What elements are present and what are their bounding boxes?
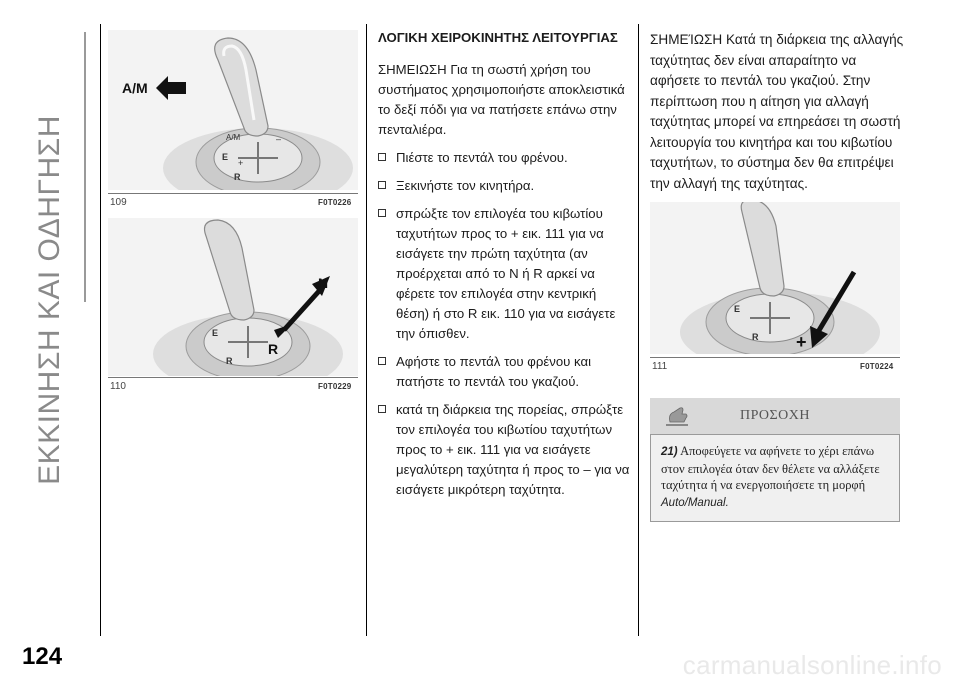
figure-109-code: F0T0226 — [318, 198, 352, 207]
right-note-paragraph: ΣΗΜΕΊΩΣΗ Κατά τη διάρκεια της αλλαγής ταχύτητας δεν είναι απαραίτητο να αφήσετε το πεντάλ του γκαζιού. Στην περίπτωση που η αίτηση για αλλαγή ταχύτητας μπορεί να επηρεάσει τη σωστή λειτουργία του κινητήρα και του κιβωτίου ταχυτήτων, το σύστημα δεν θα επιτρέψει την αλλαγή της ταχύτητας. — [650, 32, 904, 191]
page-number: 124 — [22, 643, 63, 670]
svg-text:R: R — [752, 332, 759, 342]
bullet-item: Αφήστε το πεντάλ του φρένου και πατήστε το πεντάλ του γκαζιού. — [378, 352, 630, 392]
warning-title: ΠΡΟΣΟΧΗ — [740, 408, 810, 423]
section-title-rule — [84, 32, 86, 302]
checkbox-icon — [378, 181, 386, 189]
warning-body — [650, 434, 900, 522]
gear-knob — [205, 220, 255, 320]
gear-selector-illustration-nr — [108, 218, 358, 376]
figure-110-rule — [108, 377, 358, 378]
figure-111-rule — [650, 357, 900, 358]
checkbox-icon — [378, 357, 386, 365]
figure-111-code: F0T0224 — [860, 362, 894, 371]
section-heading: ΛΟΓΙΚΗ ΧΕΙΡΟΚΙΝΗΤΗΣ ΛΕΙΤΟΥΡΓΙΑΣ — [378, 30, 618, 45]
figure-111 — [650, 202, 900, 354]
right-column — [650, 30, 904, 202]
warning-mode: Auto/Manual. — [661, 496, 729, 509]
am-label: A/M — [122, 80, 148, 96]
bullet-item: κατά τη διάρκεια της πορείας, σπρώξτε τον επιλογέα του κιβωτίου ταχυτήτων προς το + εικ. 111 για να εισάγετε μεγαλύτερη ταχύτητα ή προς το – για να εισάγετε μικρότερη ταχύτητα. — [378, 400, 630, 500]
gear-selector-illustration — [108, 30, 358, 190]
svg-text:E: E — [212, 328, 219, 338]
figure-109-rule — [108, 193, 358, 194]
gear-selector-illustration-plus — [650, 202, 900, 354]
svg-text:R: R — [226, 356, 233, 366]
watermark: carmanualsonline.info — [682, 650, 942, 680]
figure-109 — [108, 30, 358, 190]
section-title: ΕΚΚΙΝΗΣΗ ΚΑΙ ΟΔΗΓΗΣΗ — [33, 115, 66, 485]
svg-text:E: E — [734, 304, 741, 314]
gear-plate-minus: – — [276, 134, 282, 144]
bullet-item: σπρώξτε τον επιλογέα του κιβωτίου ταχυτήτων προς το + εικ. 111 για να εισάγετε την πρώτη ταχύτητα (αν προέρχεται από το N ή R αρκεί να φέρετε τον επιλογέα στην κεντρική θέση) ή στο R εικ. 110 για να εισάγετε την όπισθεν. — [378, 204, 630, 344]
column-divider-right — [638, 24, 639, 636]
plus-label: + — [796, 332, 807, 352]
figure-110-code: F0T0229 — [318, 382, 352, 391]
figure-109-number: 109 — [110, 197, 127, 208]
column-divider-middle — [366, 24, 367, 636]
figure-110 — [108, 218, 358, 376]
warning-header — [650, 398, 900, 434]
checkbox-icon — [378, 209, 386, 217]
checkbox-icon — [378, 153, 386, 161]
gear-knob — [741, 202, 784, 296]
figure-111-number: 111 — [652, 361, 668, 372]
warning-number: 21) — [661, 446, 678, 458]
arrow-left-icon — [156, 76, 186, 100]
middle-column — [378, 30, 630, 508]
n-label: N — [318, 275, 329, 291]
bullet-item: Ξεκινήστε τον κινητήρα. — [378, 176, 630, 196]
warning-text: Αποφεύγετε να αφήνετε το χέρι επάνω στον επιλογέα όταν δεν θέλετε να αλλάξετε ταχύτητα ή να ενεργοποιήσετε τη μορφή — [661, 444, 880, 492]
r-label: R — [268, 341, 279, 357]
note-paragraph: ΣΗΜΕΙΩΣΗ Για τη σωστή χρήση του συστήματος χρησιμοποιήστε αποκλειστικά το δεξί πόδι για να πατήσετε επάνω στην πενταλιέρα. — [378, 62, 625, 137]
gear-plate-e: E — [222, 152, 229, 162]
figure-110-number: 110 — [110, 381, 126, 392]
gear-plate-plus: + — [238, 158, 244, 168]
column-divider-left — [100, 24, 101, 636]
checkbox-icon — [378, 405, 386, 413]
gear-plate-am: A/M — [226, 133, 241, 142]
gear-plate-r: R — [234, 172, 241, 182]
bullet-item: Πιέστε το πεντάλ του φρένου. — [378, 148, 630, 168]
